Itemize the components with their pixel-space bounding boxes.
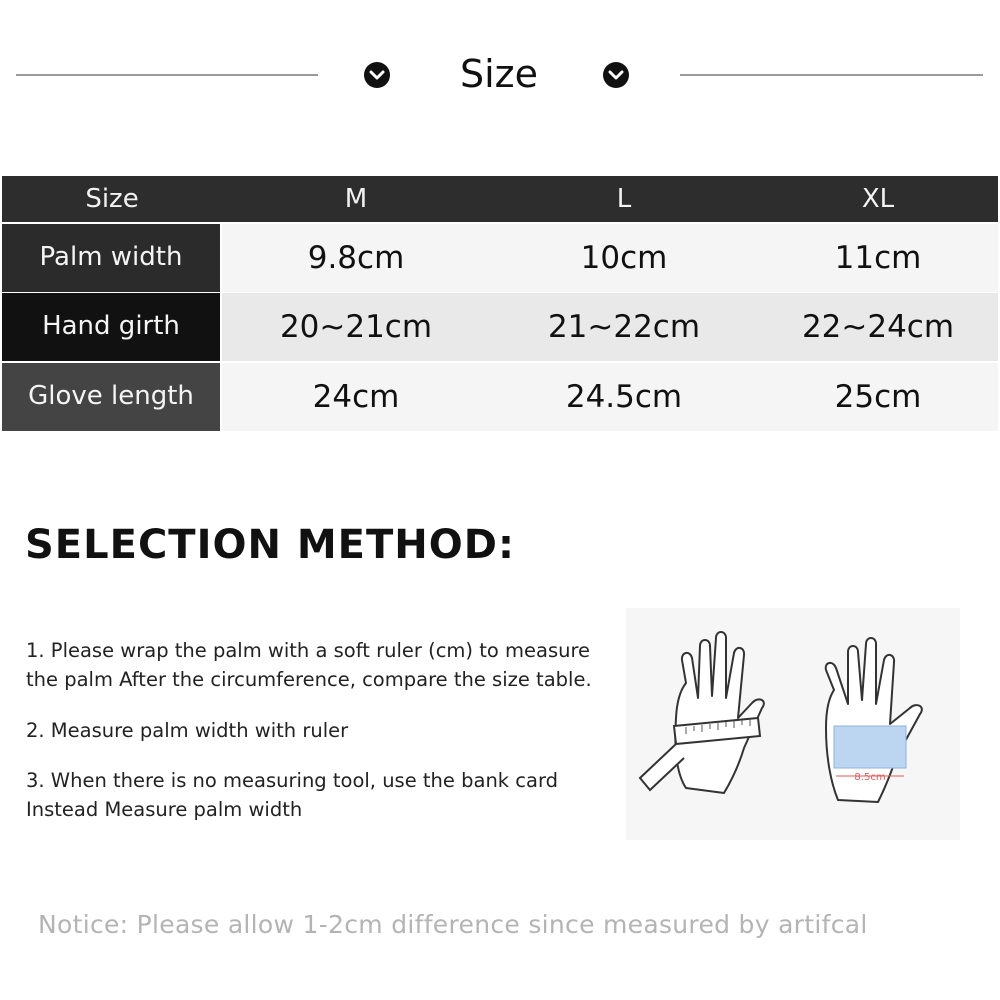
table-cell: 11cm [834,240,922,276]
header-line-left [16,74,318,76]
selection-method-title: SELECTION METHOD: [25,522,515,568]
notice-text: Notice: Please allow 1-2cm difference since measured by artifcal [38,910,868,939]
table-cell: 9.8cm [307,240,405,276]
instruction-step: 1. Please wrap the palm with a soft ruler (cm) to measure the palm After the circumference, compare the size table. [26,639,592,691]
header-line-right [680,74,983,76]
row-label: Hand girth [2,293,220,361]
card-width-label: 8.5cm [854,772,886,783]
hand-measure-diagram [626,608,960,840]
table-header-cell: XL [861,184,895,214]
table-header-cell: M [344,184,368,214]
table-cell: 20~21cm [279,309,433,345]
table-row [2,363,998,431]
table-cell: 24.5cm [565,379,683,415]
table-header-row [2,176,998,222]
instruction-list [26,636,606,821]
row-label: Glove length [2,363,220,431]
table-cell: 25cm [834,379,922,415]
instruction-step: 2. Measure palm width with ruler [26,719,349,742]
bank-card-icon [834,726,906,768]
instruction-step: 3. When there is no measuring tool, use the bank card Instead Measure palm width [26,769,559,821]
hand-measurement-illustration [626,608,960,840]
table-cell: 21~22cm [547,309,701,345]
chevron-down-icon [602,61,630,89]
chevron-down-icon [363,61,391,89]
table-row [2,224,998,292]
left-hand-icon [675,632,764,793]
table-cell: 24cm [312,379,400,415]
table-cell: 22~24cm [801,309,955,345]
section-title: Size [459,52,538,96]
table-cell: 10cm [580,240,668,276]
table-row [2,293,998,361]
table-header-cell: Size [85,184,139,214]
row-label: Palm width [2,224,220,292]
table-header-cell: L [616,184,632,214]
